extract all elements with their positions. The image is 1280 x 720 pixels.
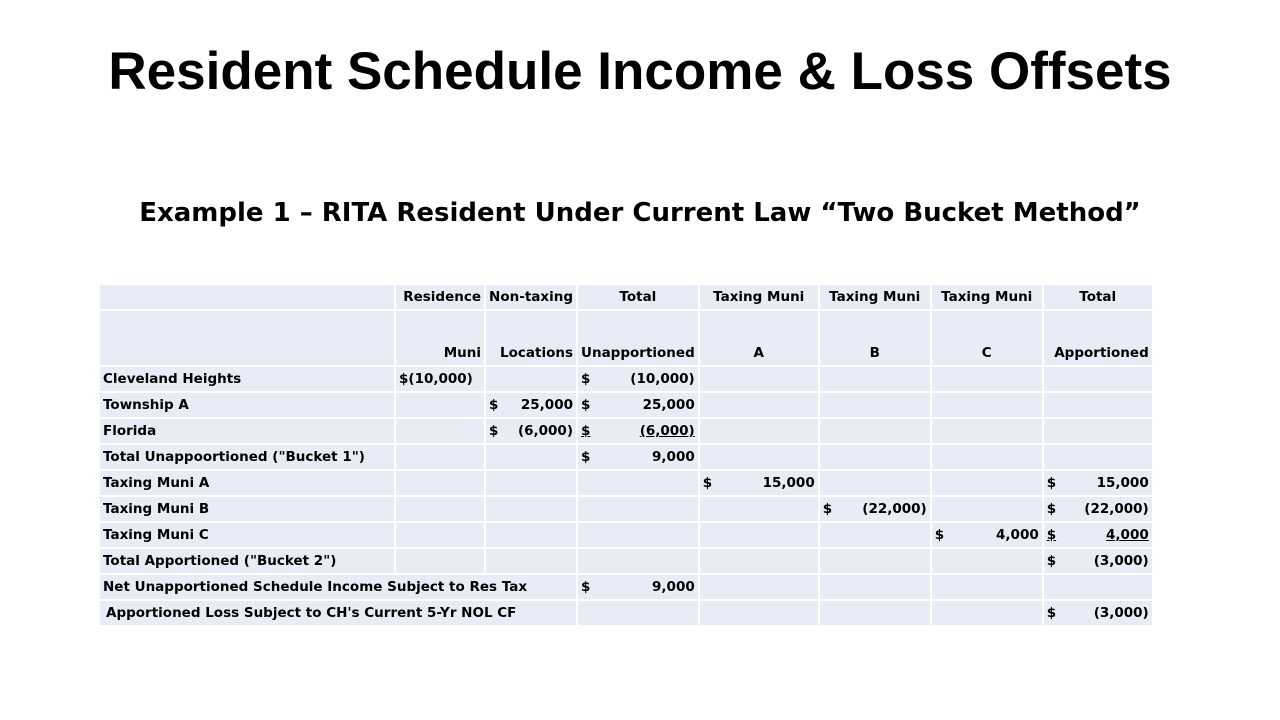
cell-empty [396,393,484,417]
cell-total-apportioned: $ (3,000) [1044,601,1152,625]
row-label: Net Unapportioned Schedule Income Subject to Res Tax [100,575,576,599]
cell-empty [578,523,698,547]
table-row [100,445,1152,469]
table-row [100,575,1152,599]
cell-total-apportioned: $ (22,000) [1044,497,1152,521]
cell-empty [820,575,930,599]
header-cell: Non-taxing [486,285,576,309]
cell-empty [700,523,818,547]
cell-empty [932,549,1042,573]
header-cell: Taxing Muni [932,285,1042,309]
cell-empty [932,367,1042,391]
cell-empty [820,549,930,573]
header-cell [100,311,394,365]
cell-empty [700,601,818,625]
cell-empty [486,471,576,495]
cell-empty [820,445,930,469]
cell-empty [932,497,1042,521]
cell-residence: $(10,000) [396,367,484,391]
cell-empty [486,497,576,521]
slide-title: Resident Schedule Income & Loss Offsets [108,42,1172,101]
schedule-table [98,283,1154,627]
cell-empty [932,471,1042,495]
cell-empty [396,549,484,573]
table-row [100,601,1152,625]
cell-total-unapportioned: $ 25,000 [578,393,698,417]
cell-muni-a: $ 15,000 [700,471,818,495]
cell-empty [932,575,1042,599]
cell-empty [578,601,698,625]
cell-empty [1044,575,1152,599]
cell-empty [820,471,930,495]
cell-empty [932,601,1042,625]
table-row [100,367,1152,391]
cell-non-taxing: $ 25,000 [486,393,576,417]
cell-empty [486,445,576,469]
cell-empty [700,445,818,469]
cell-empty [820,393,930,417]
row-label: Total Apportioned ("Bucket 2") [100,549,394,573]
header-cell [100,285,394,309]
header-row-1 [100,285,1152,309]
cell-empty [700,367,818,391]
cell-empty [932,393,1042,417]
table-row [100,497,1152,521]
header-cell: C [932,311,1042,365]
cell-empty [578,549,698,573]
slide-subtitle: Example 1 – RITA Resident Under Current Law “Two Bucket Method” [139,198,1141,228]
cell-empty [396,419,484,443]
table-row [100,471,1152,495]
header-cell: Taxing Muni [820,285,930,309]
header-cell: Taxing Muni [700,285,818,309]
row-label: Total Unappoortioned ("Bucket 1") [100,445,394,469]
row-label: Florida [100,419,394,443]
cell-empty [578,497,698,521]
header-cell: Apportioned [1044,311,1152,365]
cell-total-apportioned: $ (3,000) [1044,549,1152,573]
cell-empty [700,575,818,599]
cell-non-taxing: $ (6,000) [486,419,576,443]
header-cell: Locations [486,311,576,365]
cell-empty [820,419,930,443]
cell-total-unapportioned: $ 9,000 [578,575,698,599]
cell-empty [700,497,818,521]
cell-total-apportioned: $ 4,000 [1044,523,1152,547]
header-cell: Residence [396,285,484,309]
header-cell: A [700,311,818,365]
header-cell: B [820,311,930,365]
row-label: Taxing Muni C [100,523,394,547]
row-label: Cleveland Heights [100,367,394,391]
cell-empty [932,445,1042,469]
cell-muni-b: $ (22,000) [820,497,930,521]
cell-empty [578,471,698,495]
header-row-2 [100,311,1152,365]
cell-empty [486,549,576,573]
cell-empty [820,523,930,547]
row-label: Apportioned Loss Subject to CH's Current 5-Yr NOL CF [100,601,576,625]
cell-empty [486,523,576,547]
table-row [100,393,1152,417]
cell-empty [1044,367,1152,391]
cell-muni-c: $ 4,000 [932,523,1042,547]
cell-empty [700,419,818,443]
row-label: Township A [100,393,394,417]
cell-empty [820,367,930,391]
cell-total-unapportioned: $ 9,000 [578,445,698,469]
table-row [100,549,1152,573]
cell-empty [700,393,818,417]
cell-empty [700,549,818,573]
row-label: Taxing Muni B [100,497,394,521]
cell-empty [396,445,484,469]
cell-empty [396,497,484,521]
row-label: Taxing Muni A [100,471,394,495]
header-cell: Unapportioned [578,311,698,365]
cell-empty [486,367,576,391]
cell-total-unapportioned: $ (6,000) [578,419,698,443]
cell-empty [932,419,1042,443]
cell-total-unapportioned: $ (10,000) [578,367,698,391]
header-cell: Total [1044,285,1152,309]
header-cell: Total [578,285,698,309]
cell-empty [820,601,930,625]
cell-empty [1044,393,1152,417]
cell-empty [396,523,484,547]
cell-total-apportioned: $ 15,000 [1044,471,1152,495]
cell-empty [396,471,484,495]
table-row [100,523,1152,547]
header-cell: Muni [396,311,484,365]
cell-empty [1044,419,1152,443]
cell-empty [1044,445,1152,469]
table-row [100,419,1152,443]
